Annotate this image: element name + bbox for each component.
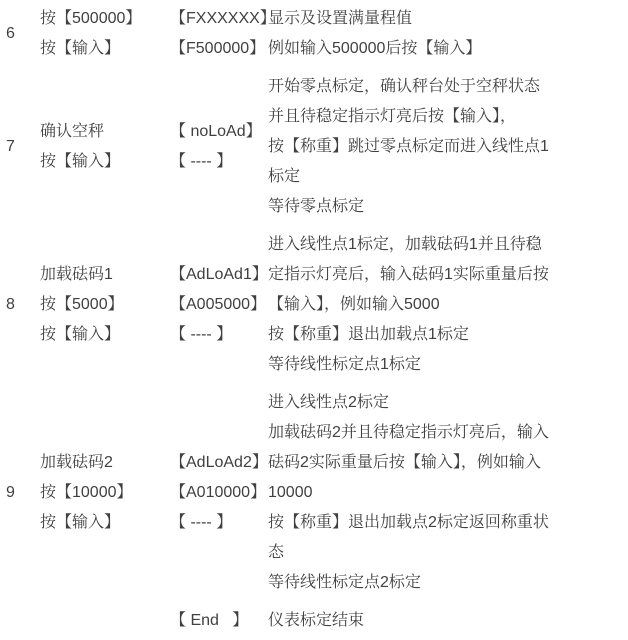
step-row-7 — [0, 68, 628, 226]
description-line: 定指示灯亮后，输入砝码1实际重量后按 — [268, 266, 549, 283]
display-line: 【FXXXXXX】 — [170, 10, 276, 27]
step-number-cell — [0, 68, 40, 226]
description-line: 按【称重】退出加载点1标定 — [268, 326, 469, 343]
display-line: 【AdLoAd1】 — [170, 266, 268, 283]
action-cell — [40, 68, 170, 226]
description-line: 显示及设置满量程值 — [268, 10, 413, 27]
display-line: 【AdLoAd2】 — [170, 454, 268, 471]
action-line: 按【5000】 — [40, 296, 124, 313]
display-line: 【A005000】 — [170, 296, 267, 313]
action-line: 按【输入】 — [40, 153, 121, 170]
description-line: 仪表标定结束 — [268, 612, 365, 629]
description-cell — [266, 68, 628, 226]
description-cell — [266, 384, 628, 602]
display-line: 【A010000】 — [170, 484, 267, 501]
action-cell — [40, 602, 170, 640]
display-line: 【 ---- 】 — [170, 153, 233, 170]
description-line: 进入线性点2标定 — [268, 394, 389, 411]
step-number: 7 — [6, 138, 15, 155]
action-line: 按【输入】 — [40, 514, 121, 531]
action-line: 加载砝码1 — [40, 266, 113, 283]
description-line: 按【称重】退出加载点2标定返回称重状 — [268, 514, 549, 531]
description-line: 10000 — [268, 484, 313, 501]
display-cell — [170, 384, 266, 602]
step-number-cell — [0, 0, 40, 68]
step-number-cell — [0, 384, 40, 602]
step-row-8 — [0, 226, 628, 384]
display-cell — [170, 68, 266, 226]
description-line: 加载砝码2并且待稳定指示灯亮后，输入 — [268, 424, 549, 441]
step-number: 6 — [6, 25, 15, 42]
description-line: 砝码2实际重量后按【输入】，例如输入 — [268, 454, 541, 471]
action-line: 按【10000】 — [40, 484, 133, 501]
description-cell — [266, 0, 628, 68]
action-line: 按【输入】 — [40, 326, 121, 343]
display-cell — [170, 226, 266, 384]
step-number: 8 — [6, 296, 15, 313]
display-line: 【F500000】 — [170, 40, 266, 57]
action-cell — [40, 384, 170, 602]
action-line: 加载砝码2 — [40, 454, 113, 471]
display-line: 【 ---- 】 — [170, 326, 233, 343]
description-line: 等待线性标定点1标定 — [268, 356, 421, 373]
step-row-9 — [0, 384, 628, 602]
description-line: 标定 — [268, 168, 301, 185]
step-number: 9 — [6, 484, 15, 501]
display-cell — [170, 602, 266, 640]
display-cell — [170, 0, 276, 68]
description-line: 开始零点标定，确认秤台处于空秤状态 — [268, 78, 541, 95]
description-cell — [266, 602, 628, 640]
display-line: 【 End 】 — [170, 612, 249, 629]
description-line: 等待零点标定 — [268, 198, 365, 215]
description-line: 并且待稳定指示灯亮后按【输入】， — [268, 108, 517, 125]
action-line: 按【500000】 — [40, 10, 142, 27]
step-number-cell — [0, 226, 40, 384]
description-line: 等待线性标定点2标定 — [268, 574, 421, 591]
display-line: 【 ---- 】 — [170, 514, 233, 531]
step-number-cell — [0, 602, 40, 640]
description-line: 按【称重】跳过零点标定而进入线性点1 — [268, 138, 549, 155]
description-line: 例如输入500000后按【输入】 — [268, 40, 482, 57]
action-cell — [40, 226, 170, 384]
step-number — [6, 606, 40, 636]
description-cell — [266, 226, 628, 384]
action-line: 按【输入】 — [40, 40, 121, 57]
action-cell — [40, 0, 170, 68]
display-line: 【 noLoAd】 — [170, 123, 262, 140]
description-line: 态 — [268, 544, 285, 561]
step-row-end — [0, 602, 628, 640]
step-row-6 — [0, 0, 628, 68]
description-line: 进入线性点1标定，加载砝码1并且待稳 — [268, 236, 542, 253]
action-line: 确认空秤 — [40, 123, 105, 140]
description-line: 【输入】，例如输入5000 — [268, 296, 440, 313]
